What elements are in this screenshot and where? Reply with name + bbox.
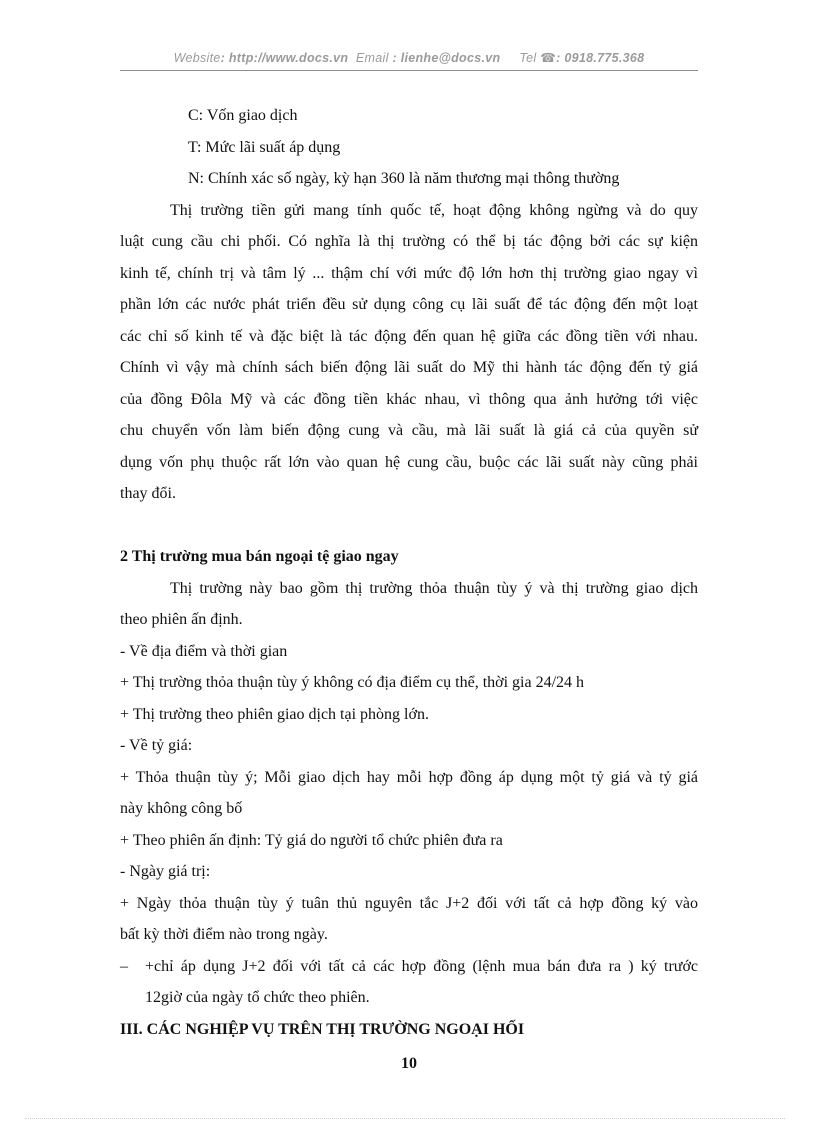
dash-bullet: – [120,957,128,975]
section-3-heading: III. CÁC NGHIỆP VỤ TRÊN THỊ TRƯỜNG NGOẠI HỐI [120,1020,525,1038]
list-item: - Về địa điểm và thời gian [120,642,288,660]
variable-c: C: Vốn giao dịch [188,107,298,124]
paragraph-line: Chính vì vậy mà chính sách biến động lãi suất do Mỹ thi hành tác động đến tỷ giá [120,359,698,376]
page-header [120,50,698,70]
document-body [120,100,698,1045]
header-divider [120,70,698,71]
section-2-heading: 2 Thị trường mua bán ngoại tệ giao ngay [120,548,399,565]
tel-label: Tel [519,51,537,65]
list-item: + Ngày thỏa thuận tùy ý tuân thủ nguyên tắc J+2 đối với tất cả hợp đồng ký vào [120,894,698,912]
list-item: - Ngày giá trị: [120,863,211,880]
dash-list-item [120,951,698,983]
dash-item-text: +chỉ áp dụng J+2 đối với tất cả các hợp đồng (lệnh mua bán đưa ra ) ký trước [145,957,698,975]
paragraph-line: phần lớn các nước phát triển đều sử dụng công cụ lãi suất để tác động đến một loạt [120,296,698,313]
paragraph-line: các chỉ số kinh tế và đặc biệt là tác động đến quan hệ giữa các đồng tiền với nhau. [120,327,698,345]
paragraph-line: kinh tế, chính trị và tâm lý ... thậm chí với mức độ lớn hơn thị trường giao ngay vì [120,264,698,282]
paragraph-line: chu chuyển vốn làm biến động cung và cầu, mà lãi suất là giá cả của quyền sử [120,422,698,439]
list-item: + Thị trường theo phiên giao dịch tại phòng lớn. [120,705,429,723]
page-number: 10 [401,1055,417,1072]
section-2-intro-line: Thị trường này bao gồm thị trường thỏa thuận tùy ý và thị trường giao dịch [170,579,698,597]
list-item: này không công bố [120,800,243,817]
email-link[interactable]: : lienhe@docs.vn [392,51,501,65]
paragraph-line: của đồng Đôla Mỹ và các đồng tiền khác nhau, vì thông qua ảnh hưởng tới việc [120,390,698,408]
variable-t: T: Mức lãi suất áp dụng [188,138,341,156]
paragraph-line: dụng vốn phụ thuộc rất lớn vào quan hệ cung cầu, buộc các lãi suất này cũng phải [120,453,698,471]
paragraph-line: thay đổi. [120,485,176,502]
email-label: Email [355,51,389,65]
spacer [120,510,698,542]
website-label: Website [173,51,221,65]
tel-value: ☎: 0918.775.368 [540,51,645,65]
variable-n: N: Chính xác số ngày, kỳ hạn 360 là năm thương mại thông thường [188,170,620,187]
paragraph-line: Thị trường tiền gửi mang tính quốc tế, hoạt động không ngừng và do quy [170,201,698,219]
website-link[interactable]: : http://www.docs.vn [220,51,349,65]
dash-item-continuation: 12giờ của ngày tổ chức theo phiên. [145,989,370,1006]
paragraph-line: luật cung cầu chi phối. Có nghĩa là thị trường có thể bị tác động bởi các sự kiện [120,233,698,250]
page-bottom-edge [25,1118,785,1119]
list-item: + Theo phiên ấn định: Tỷ giá do người tổ chức phiên đưa ra [120,831,503,849]
list-item: - Về tỷ giá: [120,737,193,754]
list-item: + Thỏa thuận tùy ý; Mỗi giao dịch hay mỗi hợp đồng áp dụng một tỷ giá và tỷ giá [120,768,698,786]
section-2-intro-line: theo phiên ấn định. [120,611,243,628]
list-item: + Thị trường thỏa thuận tùy ý không có địa điểm cụ thể, thời gia 24/24 h [120,674,585,691]
list-item: bất kỳ thời điểm nào trong ngày. [120,926,328,943]
